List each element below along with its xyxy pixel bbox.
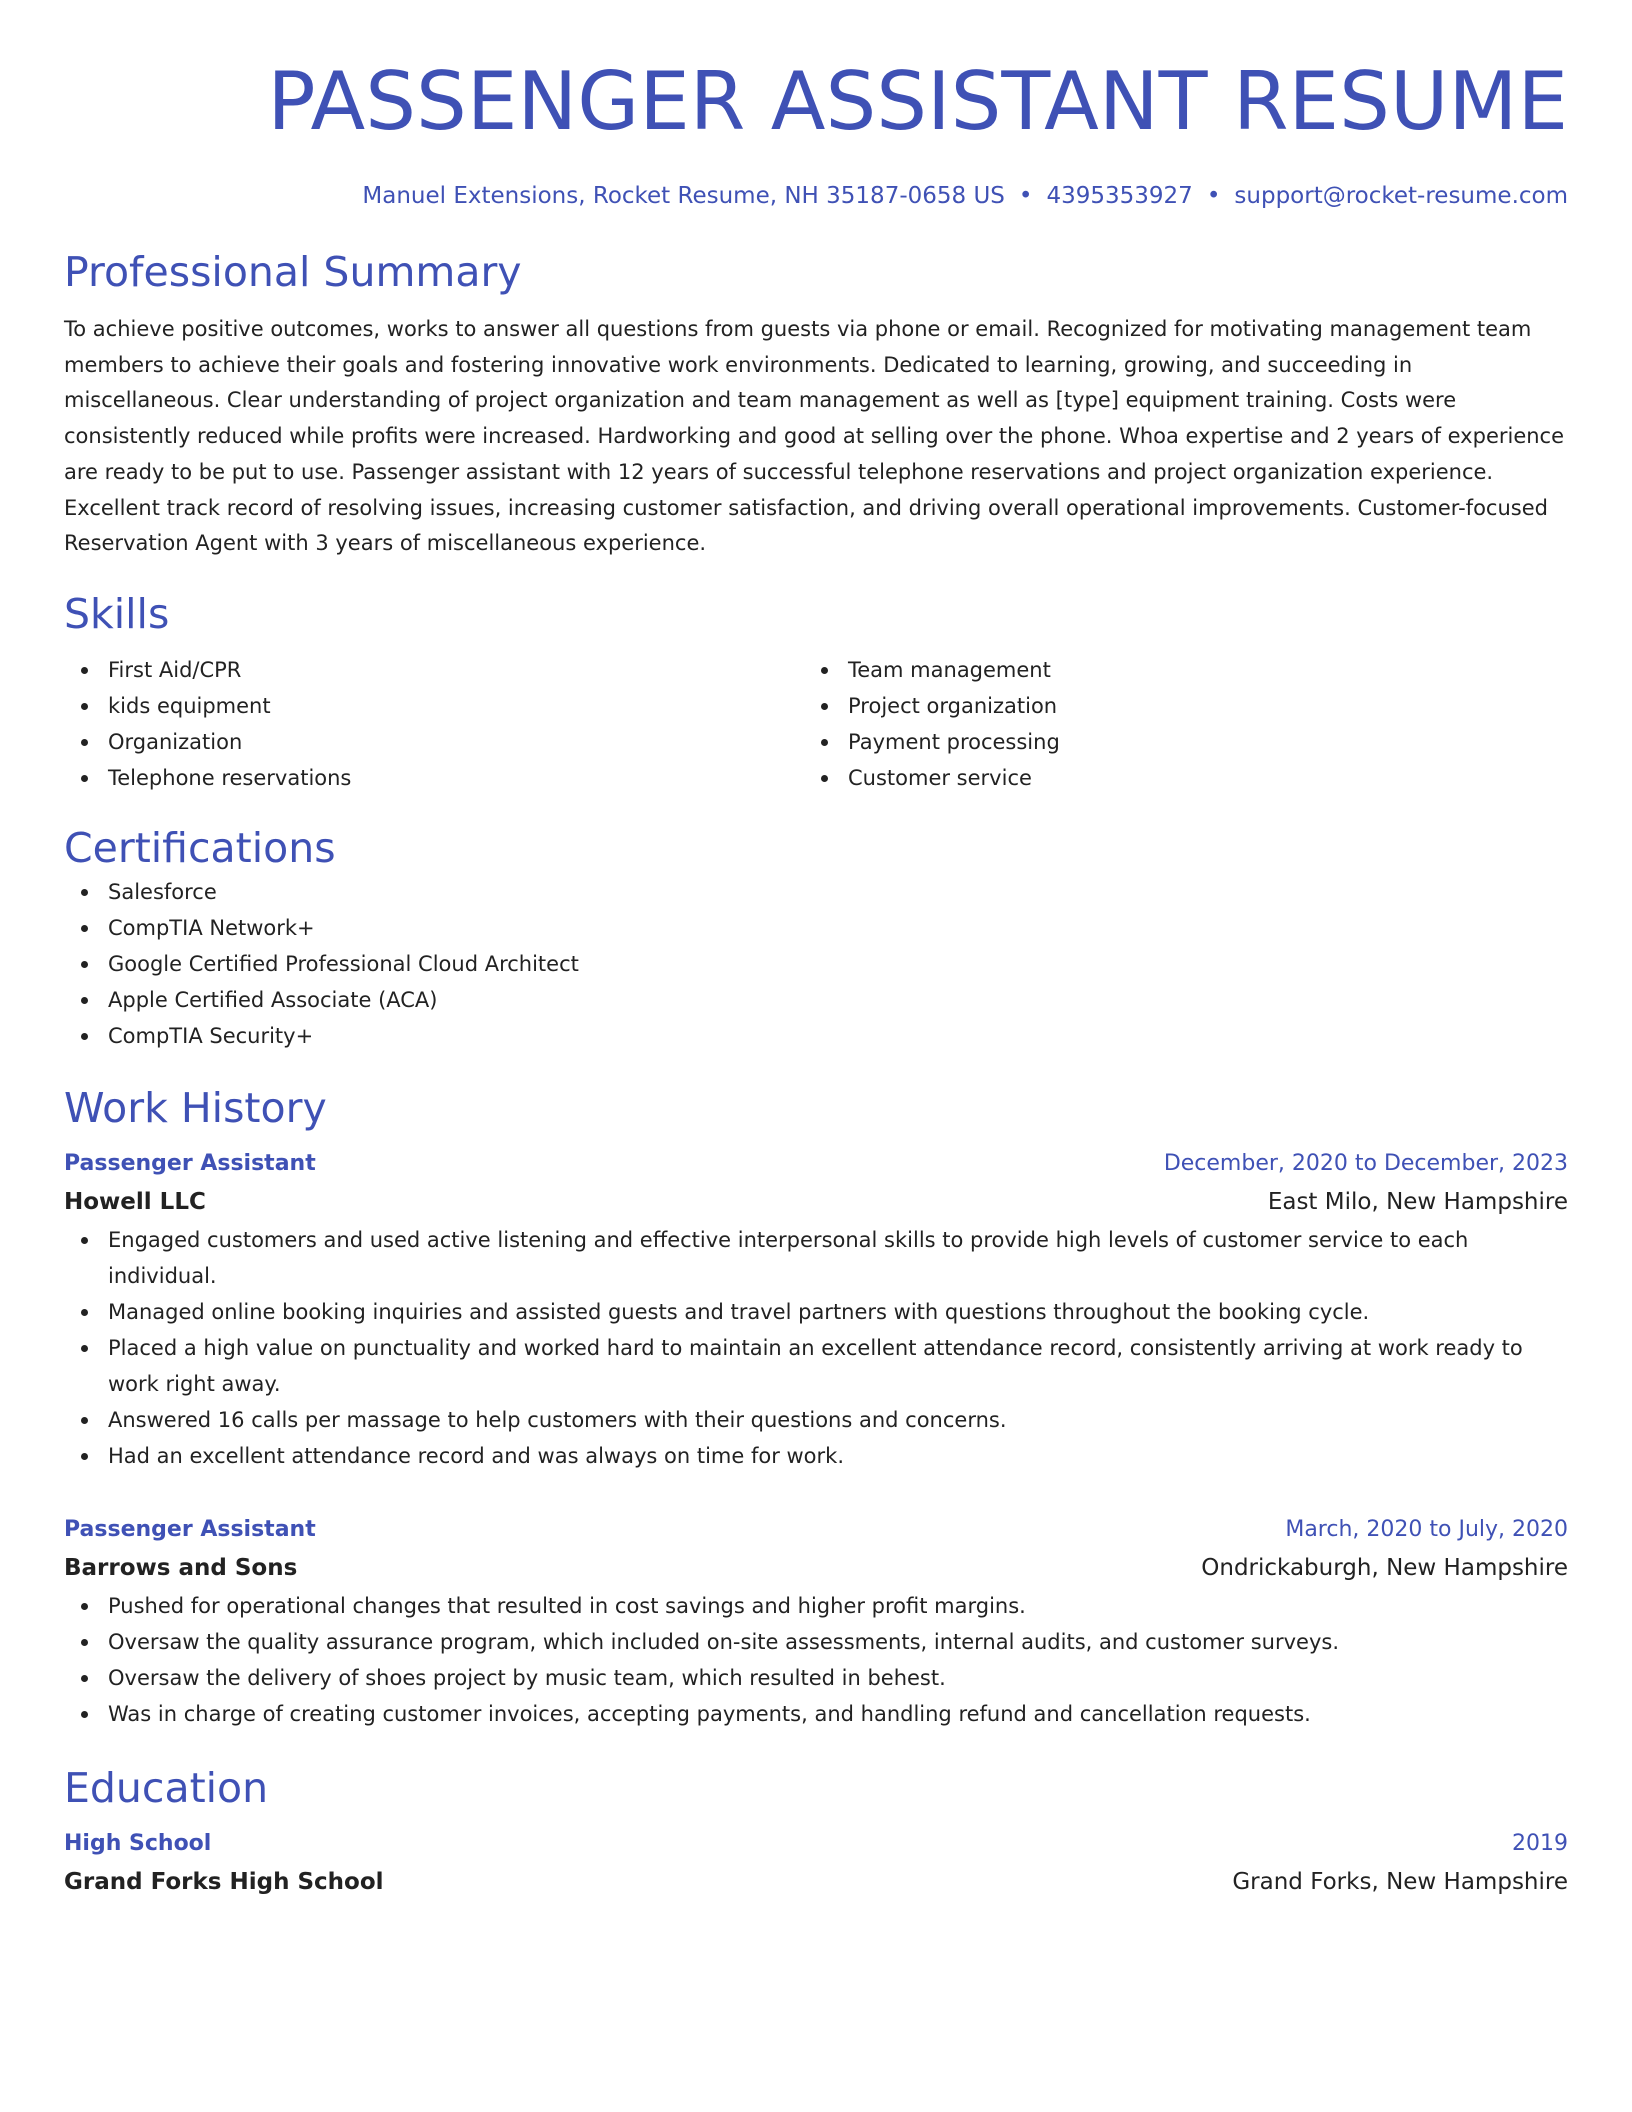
job-duty-item: Was in charge of creating customer invoices, accepting payments, and handling refund and cancellation requests.	[64, 1696, 1568, 1732]
job-role: Passenger Assistant	[64, 1150, 316, 1176]
job-duty-item: Answered 16 calls per massage to help customers with their questions and concerns.	[64, 1402, 1568, 1438]
job-duty-item: Oversaw the delivery of shoes project by music team, which resulted in behest.	[64, 1660, 1568, 1696]
skill-item: Payment processing	[804, 724, 1544, 760]
job-location: Ondrickaburgh, New Hampshire	[1201, 1554, 1568, 1581]
skill-item: Telephone reservations	[64, 760, 804, 796]
job-company-row	[64, 1182, 1568, 1222]
job-entry	[64, 1146, 1568, 1474]
education-entry	[64, 1826, 1568, 1902]
certification-item: Salesforce	[64, 874, 1568, 910]
skill-item: Project organization	[804, 688, 1544, 724]
certification-item: CompTIA Security+	[64, 1018, 1568, 1054]
education-school-row	[64, 1862, 1568, 1902]
job-dates: March, 2020 to July, 2020	[1285, 1516, 1568, 1542]
certifications-heading: Certifications	[64, 823, 336, 872]
work-history-heading: Work History	[64, 1083, 327, 1132]
job-company-row	[64, 1548, 1568, 1588]
job-duty-item: Managed online booking inquiries and assisted guests and travel partners with questions throughout the booking cycle.	[64, 1294, 1568, 1330]
skills-list-left	[64, 652, 804, 796]
job-company: Barrows and Sons	[64, 1554, 298, 1581]
job-location: East Milo, New Hampshire	[1267, 1188, 1568, 1215]
skills-heading: Skills	[64, 589, 170, 638]
education-location: Grand Forks, New Hampshire	[1232, 1868, 1568, 1895]
job-dates: December, 2020 to December, 2023	[1163, 1150, 1568, 1176]
resume-title: PASSENGER ASSISTANT RESUME	[267, 55, 1568, 148]
skill-item: First Aid/CPR	[64, 652, 804, 688]
job-role: Passenger Assistant	[64, 1516, 316, 1542]
job-duties-list	[64, 1588, 1568, 1732]
certification-item: Google Certified Professional Cloud Architect	[64, 946, 1568, 982]
certifications-list	[64, 874, 1568, 1054]
summary-heading: Professional Summary	[64, 248, 522, 296]
contact-address: Manuel Extensions, Rocket Resume, NH 35187-0658 US	[362, 183, 1005, 209]
contact-email: support@rocket-resume.com	[1234, 183, 1568, 209]
skill-item: Team management	[804, 652, 1544, 688]
contact-line	[64, 180, 1568, 212]
job-header-row	[64, 1146, 1568, 1182]
contact-separator: •	[1206, 183, 1221, 209]
education-degree: High School	[64, 1830, 212, 1856]
job-header-row	[64, 1512, 1568, 1548]
certification-item: Apple Certified Associate (ACA)	[64, 982, 1568, 1018]
skill-item: Organization	[64, 724, 804, 760]
skills-column-left	[64, 652, 804, 796]
job-company: Howell LLC	[64, 1188, 206, 1215]
education-school: Grand Forks High School	[64, 1868, 384, 1895]
contact-separator: •	[1018, 183, 1033, 209]
job-duties-list	[64, 1222, 1568, 1474]
job-duty-item: Engaged customers and used active listening and effective interpersonal skills to provide high levels of customer service to each individual.	[64, 1222, 1568, 1294]
certification-item: CompTIA Network+	[64, 910, 1568, 946]
skills-grid	[64, 652, 1568, 796]
skill-item: Customer service	[804, 760, 1544, 796]
education-year: 2019	[1512, 1830, 1568, 1856]
job-duty-item: Had an excellent attendance record and was always on time for work.	[64, 1438, 1568, 1474]
skills-list-right	[804, 652, 1544, 796]
job-duty-item: Oversaw the quality assurance program, which included on-site assessments, internal audits, and customer surveys.	[64, 1624, 1568, 1660]
contact-phone: 4395353927	[1046, 183, 1193, 209]
skills-column-right	[804, 652, 1544, 796]
education-header-row	[64, 1826, 1568, 1862]
job-duty-item: Placed a high value on punctuality and worked hard to maintain an excellent attendance record, consistently arriving at work ready to work right away.	[64, 1330, 1568, 1402]
summary-text: To achieve positive outcomes, works to answer all questions from guests via phone or email. Recognized for motivating management team members to achieve their goals and fostering innovative work environments. Dedicated to learning, growing, and succeeding in miscellaneous. Clear understanding of project organization and team management as well as [type] equipment training. Costs were consistently reduced while profits were increased. Hardworking and good at selling over the phone. Whoa expertise and 2 years of experience are ready to be put to use. Passenger assistant with 12 years of successful telephone reservations and project organization experience. Excellent track record of resolving issues, increasing customer satisfaction, and driving overall operational improvements. Customer-focused Reservation Agent with 3 years of miscellaneous experience.	[64, 317, 1565, 556]
education-heading: Education	[64, 1763, 269, 1812]
job-duty-item: Pushed for operational changes that resulted in cost savings and higher profit margins.	[64, 1588, 1568, 1624]
skill-item: kids equipment	[64, 688, 804, 724]
job-entry	[64, 1512, 1568, 1732]
